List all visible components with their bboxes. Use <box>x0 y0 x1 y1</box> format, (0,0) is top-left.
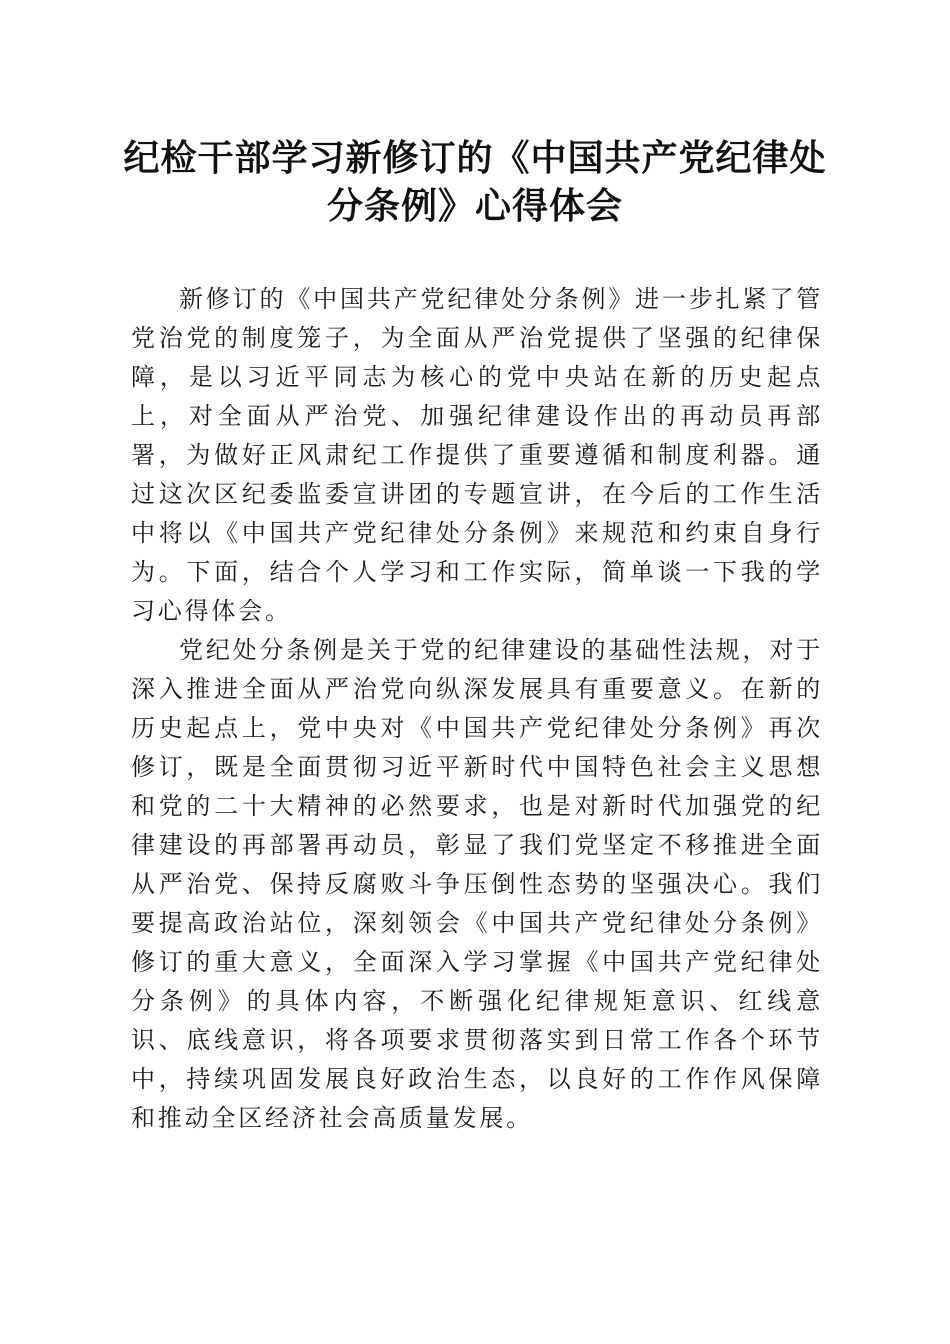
paragraph-1: 新修订的《中国共产党纪律处分条例》进一步扎紧了管党治党的制度笼子，为全面从严治党提供了坚强的纪律保障，是以习近平同志为核心的党中央站在新的历史起点上，对全面从严治党、加强纪律建设作出的再动员再部署，为做好正风肃纪工作提供了重要遵循和制度利器。通过这次区纪委监委宣讲团的专题宣讲，在今后的工作生活中将以《中国共产党纪律处分条例》来规范和约束自身行为。下面，结合个人学习和工作实际，简单谈一下我的学习心得体会。 <box>131 285 823 625</box>
paragraph-2: 党纪处分条例是关于党的纪律建设的基础性法规，对于深入推进全面从严治党向纵深发展具有重要意义。在新的历史起点上，党中央对《中国共产党纪律处分条例》再次修订，既是全面贯彻习近平新时代中国特色社会主义思想和党的二十大精神的必然要求，也是对新时代加强党的纪律建设的再部署再动员，彰显了我们党坚定不移推进全面从严治党、保持反腐败斗争压倒性态势的坚强决心。我们要提高政治站位，深刻领会《中国共产党纪律处分条例》修订的重大意义，全面深入学习掌握《中国共产党纪律处分条例》的具体内容，不断强化纪律规矩意识、红线意识、底线意识，将各项要求贯彻落实到日常工作各个环节中，持续巩固发展良好政治生态，以良好的工作作风保障和推动全区经济社会高质量发展。 <box>131 636 823 1132</box>
document-body <box>131 280 823 1138</box>
document-title: 纪检干部学习新修订的《中国共产党纪律处分条例》心得体会 <box>123 137 827 227</box>
